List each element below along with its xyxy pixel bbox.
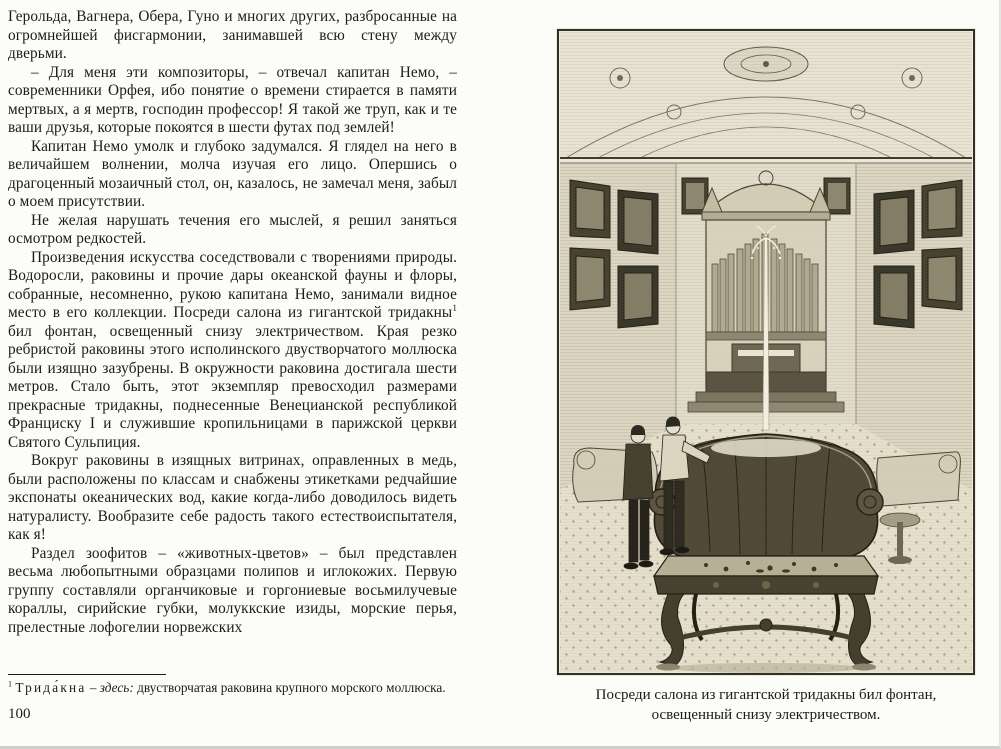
- paragraph-text: Произведения искусства соседствовали с творениями природы. Водоросли, раковины и прочие дары океанской фауны и флоры, собранные, несомненно, рукою капитана Немо, занимали видное место в его коллекции. Посреди салона из гигантской тридакны: [8, 248, 457, 321]
- caption-line: освещенный снизу электричеством.: [651, 706, 881, 723]
- paragraph: Капитан Немо умолк и глубоко задумался. Я глядел на него в величайшем волнении, молча изучая его лицо. Опершись о драгоценный мозаичный стол, он, казалось, не замечал меня, забыл о моем присутствии.: [8, 137, 457, 210]
- paragraph: Раздел зоофитов – «животных-цветов» – был представлен весьма любопытными образцами полипов и иглокожих. Первую группу составляли органчиковые и горгониевые восьмилучевые кораллы, сирийские губки, молуккские изиды, морские перья, прелестные лофогелии норвежских: [8, 544, 457, 636]
- caption-line: Посреди салона из гигантской тридакны бил фонтан,: [595, 687, 937, 703]
- page-footer: [8, 674, 457, 723]
- paragraph: [8, 249, 457, 453]
- footnote-text: двустворчатая раковина крупного морского моллюска.: [133, 680, 446, 695]
- paragraph-text: бил фонтан, освещенный снизу электричеством. Края резко ребристой раковины этого исполинского двустворчатого моллюска были изящно зазубрены. В окружности раковина достигала шести метров. Стало быть, этот экземпляр превосходил размерами прекрасные тридакны, поднесенные Венецианской республикой Франциску I и служившие кропильницами в парижской церкви Святого Сульпиция.: [8, 322, 457, 451]
- paragraph: Не желая нарушать течения его мыслей, я решил заняться осмотром редкостей.: [8, 211, 457, 247]
- footnote-term: Трида́кна: [15, 680, 87, 695]
- footnote-marker: 1: [8, 679, 12, 689]
- page-text: [8, 8, 457, 670]
- footnote-dash: –: [86, 680, 100, 695]
- footnote-emphasis: здесь:: [99, 680, 134, 695]
- left-page: [0, 0, 470, 749]
- right-page: [540, 0, 995, 749]
- paragraph-dialogue: – Для меня эти композиторы, – отвечал капитан Немо, – современники Орфея, ибо понятие о времени стирается в памяти мертвых, а я мертв, господин профессор! Я такой же труп, как и те ваши друзья, которые покоятся в шести футах под землей!: [8, 63, 457, 136]
- footnote: [8, 680, 457, 696]
- paragraph: Герольда, Вагнера, Обера, Гуно и многих других, разбросанные на огромнейшей фисгармонии, занимавшей всю стену между дверьми.: [8, 8, 457, 62]
- illustration: [556, 28, 976, 676]
- page-number: 100: [8, 706, 31, 723]
- salon-engraving-illustration: [556, 28, 976, 676]
- illustration-caption: [540, 686, 992, 726]
- paragraph: Вокруг раковины в изящных витринах, оправленных в медь, были расположены по классам и снабжены этикетками редчайшие экспонаты океанических вод, какие когда-либо доводилось видеть натуралисту. Вообразите себе радость такого естествоиспытателя, как я!: [8, 452, 457, 543]
- footnote-reference: 1: [452, 302, 457, 313]
- footnote-separator: [8, 674, 166, 675]
